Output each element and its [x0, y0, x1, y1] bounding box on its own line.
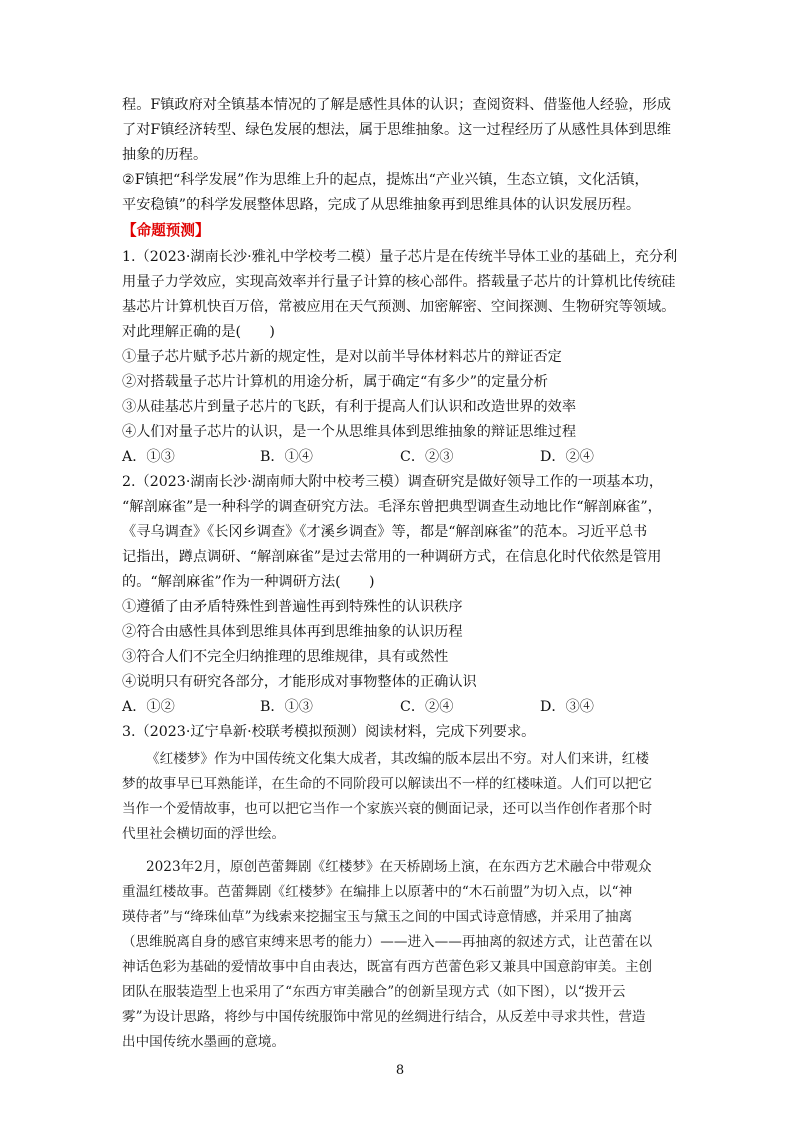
q2-option-b: B．①③ — [260, 699, 313, 715]
q3-para1-line: 梦的故事早已耳熟能详，在生命的不同阶段可以解读出不一样的红楼味道。人们可以把它 — [122, 776, 653, 792]
q2-option-a: A．①② — [122, 699, 175, 715]
q1-line: 对此理解正确的是( ) — [122, 324, 275, 340]
page-number: 8 — [395, 1063, 405, 1078]
q2-line: 2.（2023·湖南长沙·湖南师大附中校考三模）调查研究是做好领导工作的一项基本功， — [122, 474, 664, 490]
q3-para2-line: 出中国传统水墨画的意境。 — [122, 1034, 286, 1050]
q2-line: ①遵循了由矛盾特殊性到普遍性再到特殊性的认识秩序 — [122, 599, 463, 615]
q2-line: ②符合由感性具体到思维具体再到思维抽象的认识历程 — [122, 624, 463, 640]
q1-line: 用量子力学效应，实现高效率并行量子计算的核心部件。搭载量子芯片的计算机比传统硅 — [122, 274, 676, 290]
intro-line: ②F镇把“科学发展”作为思维上升的起点，提炼出“产业兴镇，生态立镇，文化活镇， — [122, 172, 649, 188]
q2-line: 《寻乌调查》《长冈乡调查》《才溪乡调查》等，都是“解剖麻雀”的范本。习近平总书 — [122, 524, 648, 540]
intro-line: 平安稳镇”的科学发展整体思路，完成了从思维抽象再到思维具体的认识发展历程。 — [122, 197, 641, 213]
q1-option-c: C．②③ — [400, 449, 454, 465]
intro-line: 了对F镇经济转型、绿色发展的想法，属于思维抽象。这一过程经历了从感性具体到思维 — [122, 122, 671, 138]
q2-line: ③符合人们不完全归纳推理的思维规律，具有或然性 — [122, 649, 449, 665]
q1-line: 1.（2023·湖南长沙·雅礼中学校考二模）量子芯片是在传统半导体工业的基础上，充分利 — [122, 249, 678, 265]
q2-line: 记指出，蹲点调研、“解剖麻雀”是过去常用的一种调研方式，在信息化时代依然是管用 — [122, 549, 662, 565]
q1-line: ④人们对量子芯片的认识，是一个从思维具体到思维抽象的辩证思维过程 — [122, 424, 577, 440]
q1-line: 基芯片计算机快百万倍，常被应用在天气预测、加密解密、空间探测、生物研究等领域。 — [122, 299, 676, 315]
section-heading: 【命题预测】 — [122, 222, 210, 239]
q1-line: ③从硅基芯片到量子芯片的飞跃，有利于提高人们认识和改造世界的效率 — [122, 399, 577, 415]
q1-option-a: A．①③ — [122, 449, 175, 465]
q2-line: 的。“解剖麻雀”作为一种调研方法( ) — [122, 574, 375, 590]
q3-para1-line: 代里社会横切面的浮世绘。 — [122, 826, 286, 842]
q2-line: ④说明只有研究各部分，才能形成对事物整体的正确认识 — [122, 674, 477, 690]
intro-line: 程。F镇政府对全镇基本情况的了解是感性具体的认识；查阅资料、借鉴他人经验，形成 — [122, 97, 671, 113]
q1-line: ②对搭载量子芯片计算机的用途分析，属于确定“有多少”的定量分析 — [122, 374, 548, 390]
q3-stem: 3.（2023·辽宁阜新·校联考模拟预测）阅读材料，完成下列要求。 — [122, 724, 536, 740]
q3-para2-line: 重温红楼故事。芭蕾舞剧《红楼梦》在编排上以原著中的“木石前盟”为切入点，以“神 — [122, 884, 633, 900]
q2-line: “解剖麻雀”是一种科学的调查研究方法。毛泽东曾把典型调查生动地比作“解剖麻雀”， — [122, 499, 662, 515]
q1-line: ①量子芯片赋予芯片新的规定性，是对以前半导体材料芯片的辩证否定 — [122, 349, 562, 365]
q3-para2-line: （思维脱离自身的感官束缚来思考的能力）——进入——再抽离的叙述方式，让芭蕾在以 — [122, 934, 653, 950]
q3-para2-line: 团队在服装造型上也采用了“东西方审美融合”的创新呈现方式（如下图），以“拨开云 — [122, 984, 626, 1000]
q3-para2-line: 神话色彩为基础的爱情故事中自由表达，既富有西方芭蕾色彩又兼具中国意韵审美。主创 — [122, 959, 653, 975]
q3-para2-line: 雾”为设计思路，将纱与中国传统服饰中常见的丝绸进行结合，从反差中寻求共性，营造 — [122, 1009, 646, 1025]
q3-para1-line: 当作一个爱情故事，也可以把它当作一个家族兴衰的侧面记录，还可以当作创作者那个时 — [122, 801, 653, 817]
q3-para2-line: 瑛侍者”与“绛珠仙草”为线索来挖掘宝玉与黛玉之间的中国式诗意情感，并采用了抽离 — [122, 909, 633, 925]
intro-line: 抽象的历程。 — [122, 147, 208, 163]
q2-option-c: C．②④ — [400, 699, 454, 715]
q3-para2-line: 2023年2月，原创芭蕾舞剧《红楼梦》在天桥剧场上演，在东西方艺术融合中带观众 — [146, 859, 652, 875]
q1-option-b: B．①④ — [260, 449, 313, 465]
q1-option-d: D．②④ — [540, 449, 594, 465]
q3-para1-line: 《红楼梦》作为中国传统文化集大成者，其改编的版本层出不穷。对人们来讲，红楼 — [146, 751, 649, 767]
q2-option-d: D．③④ — [540, 699, 594, 715]
